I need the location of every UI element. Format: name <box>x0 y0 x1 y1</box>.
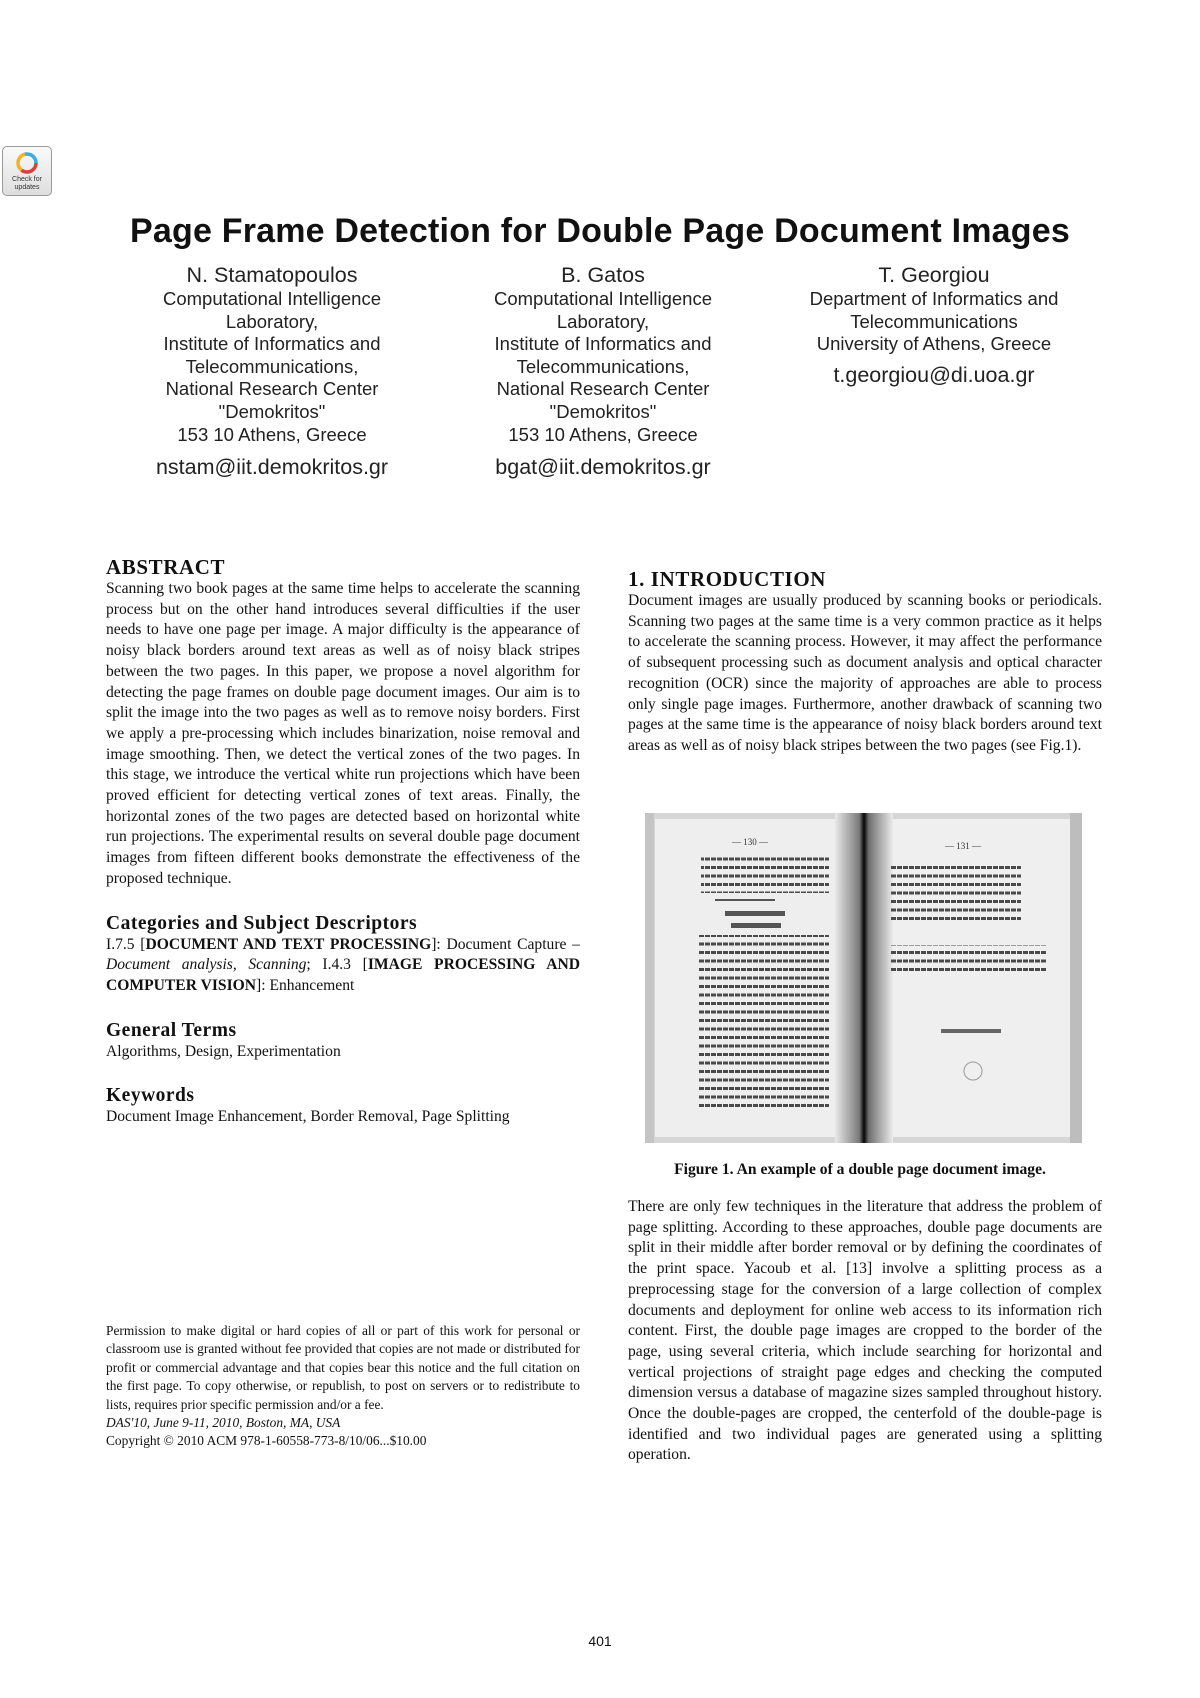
affiliation-line: Computational Intelligence <box>493 288 713 309</box>
affiliation-line: "Demokritos" <box>218 400 326 422</box>
author-block-1 <box>122 262 422 480</box>
affiliation-line: Computational Intelligence <box>162 288 382 309</box>
affiliation-line: Institute of Informatics and <box>163 333 381 355</box>
figure-1-caption: Figure 1. An example of a double page document image. <box>674 1161 1046 1178</box>
affiliation-line: 153 10 Athens, Greece <box>177 423 367 445</box>
affiliation-line: Laboratory, <box>225 310 319 332</box>
keywords-text: Document Image Enhancement, Border Removal, Page Splitting <box>106 1108 510 1126</box>
left-page-header: — 130 — <box>732 837 768 847</box>
author-name: B. Gatos <box>561 263 645 287</box>
affiliation-line: National Research Center <box>165 378 379 400</box>
abstract-text: Scanning two book pages at the same time helps to accelerate the scanning process but on the other hand introduces several difficulties if the user needs to have one page per image. A major difficulty is the appearance of noisy black borders around text areas as well as of noisy black stripes between the two pages. In this paper, we propose a novel algorithm for detecting the page frames on double page document images. Our aim is to split the image into the two pages as well as to remove noisy borders. First we apply a pre-processing which includes binarization, noise removal and image smoothing. Then, we detect the vertical zones of the two pages. In this stage, we introduce the vertical white run projections which have been proved efficient for detecting vertical zones of text areas. Finally, the horizontal zones of the two pages are detected based on horizontal white run projections. The experimental results on several double page document images from fifteen different books demonstrate the effectiveness of the proposed technique. <box>106 580 580 887</box>
author-block-2 <box>453 262 753 480</box>
crossmark-icon <box>16 152 38 174</box>
introduction-para-2: There are only few techniques in the literature that address the problem of page splitting. According to these approaches, double page documents are split in their middle after border removal or by defining the coordinates of the print space. Yacoub et al. [13] involve a splitting process as a preprocessing stage for the conversion of a large collection of complex documents and deployment for online web access to its information rich content. First, the double page images are cropped to the border of the page, using several criteria, which include searching for horizontal and vertical projections of straight page edges and checking the computed dimension versus a database of magazine sizes sampled throughout history. Once the double-pages are cropped, the centerfold of the double-page is identified and two individual pages are generated using a splitting operation. <box>628 1198 1102 1464</box>
author-name: T. Georgiou <box>878 263 990 287</box>
affiliation-line: Telecommunications, <box>185 355 359 377</box>
affiliation-line: "Demokritos" <box>549 400 657 422</box>
introduction-heading: 1. INTRODUCTION <box>628 567 827 591</box>
categories-text: I.7.5 [DOCUMENT AND TEXT PROCESSING]: Document Capture – Document analysis, Scanning; I.4.3 [IMAGE PROCESSING AND COMPUTER VISION]: Enhancement <box>106 935 580 994</box>
keywords-heading: Keywords <box>106 1085 195 1107</box>
abstract-heading: ABSTRACT <box>106 555 226 579</box>
right-page-header: — 131 — <box>945 841 981 851</box>
right-column-bottom <box>628 1197 1102 1466</box>
affiliation-line: Department of Informatics and <box>809 288 1059 309</box>
affiliation-line: 153 10 Athens, Greece <box>508 423 698 445</box>
affiliation-line: Laboratory, <box>556 310 650 332</box>
affiliation-line: National Research Center <box>496 378 710 400</box>
affiliation-line: University of Athens, Greece <box>816 333 1052 355</box>
author-name: N. Stamatopoulos <box>186 263 358 287</box>
figure-1-image <box>645 813 1082 1143</box>
right-column-top <box>628 567 1102 757</box>
page-gutter <box>835 813 893 1143</box>
affiliation-line: Institute of Informatics and <box>494 333 712 355</box>
affiliation-line: Telecommunications <box>850 310 1018 332</box>
general-terms-text: Algorithms, Design, Experimentation <box>106 1042 341 1060</box>
general-terms-heading: General Terms <box>106 1019 237 1041</box>
permission-text: Permission to make digital or hard copies of all or part of this work for personal or classroom use is granted without fee provided that copies are not made or distributed for profit or commercial advantage and that copies bear this notice and the full citation on the first page. To copy otherwise, or republish, to post on servers or to redistribute to lists, requires prior specific permission and/or a fee. <box>106 1323 580 1412</box>
check-for-updates-badge[interactable] <box>2 146 52 196</box>
badge-label: Check for updates <box>12 176 42 191</box>
introduction-para-1: Document images are usually produced by scanning books or periodicals. Scanning two pages at the same time is a very common practice as it helps to accelerate the scanning process. However, it may affect the performance of subsequent processing such as document analysis and optical character recognition (OCR) since the majority of approaches are able to process only single page images. Furthermore, another drawback of scanning two pages at the same time is the appearance of noisy black borders around text areas as well as of noisy black stripes between the two pages (see Fig.1). <box>628 592 1102 754</box>
author-block-3 <box>784 262 1084 388</box>
venue-text: DAS'10, June 9-11, 2010, Boston, MA, USA <box>106 1415 341 1431</box>
affiliation-line: Telecommunications, <box>516 355 690 377</box>
double-page-scan <box>645 813 1082 1143</box>
copyright-text: Copyright © 2010 ACM 978-1-60558-773-8/10/06...$10.00 <box>106 1433 427 1449</box>
categories-heading: Categories and Subject Descriptors <box>106 912 418 934</box>
paper-title: Page Frame Detection for Double Page Document Images <box>130 212 1070 250</box>
author-email[interactable]: nstam@iit.demokritos.gr <box>155 455 389 480</box>
permission-block <box>106 1322 580 1451</box>
left-column <box>106 555 580 1128</box>
author-email[interactable]: t.georgiou@di.uoa.gr <box>833 362 1035 387</box>
author-email[interactable]: bgat@iit.demokritos.gr <box>495 455 711 480</box>
page-number: 401 <box>588 1633 612 1649</box>
